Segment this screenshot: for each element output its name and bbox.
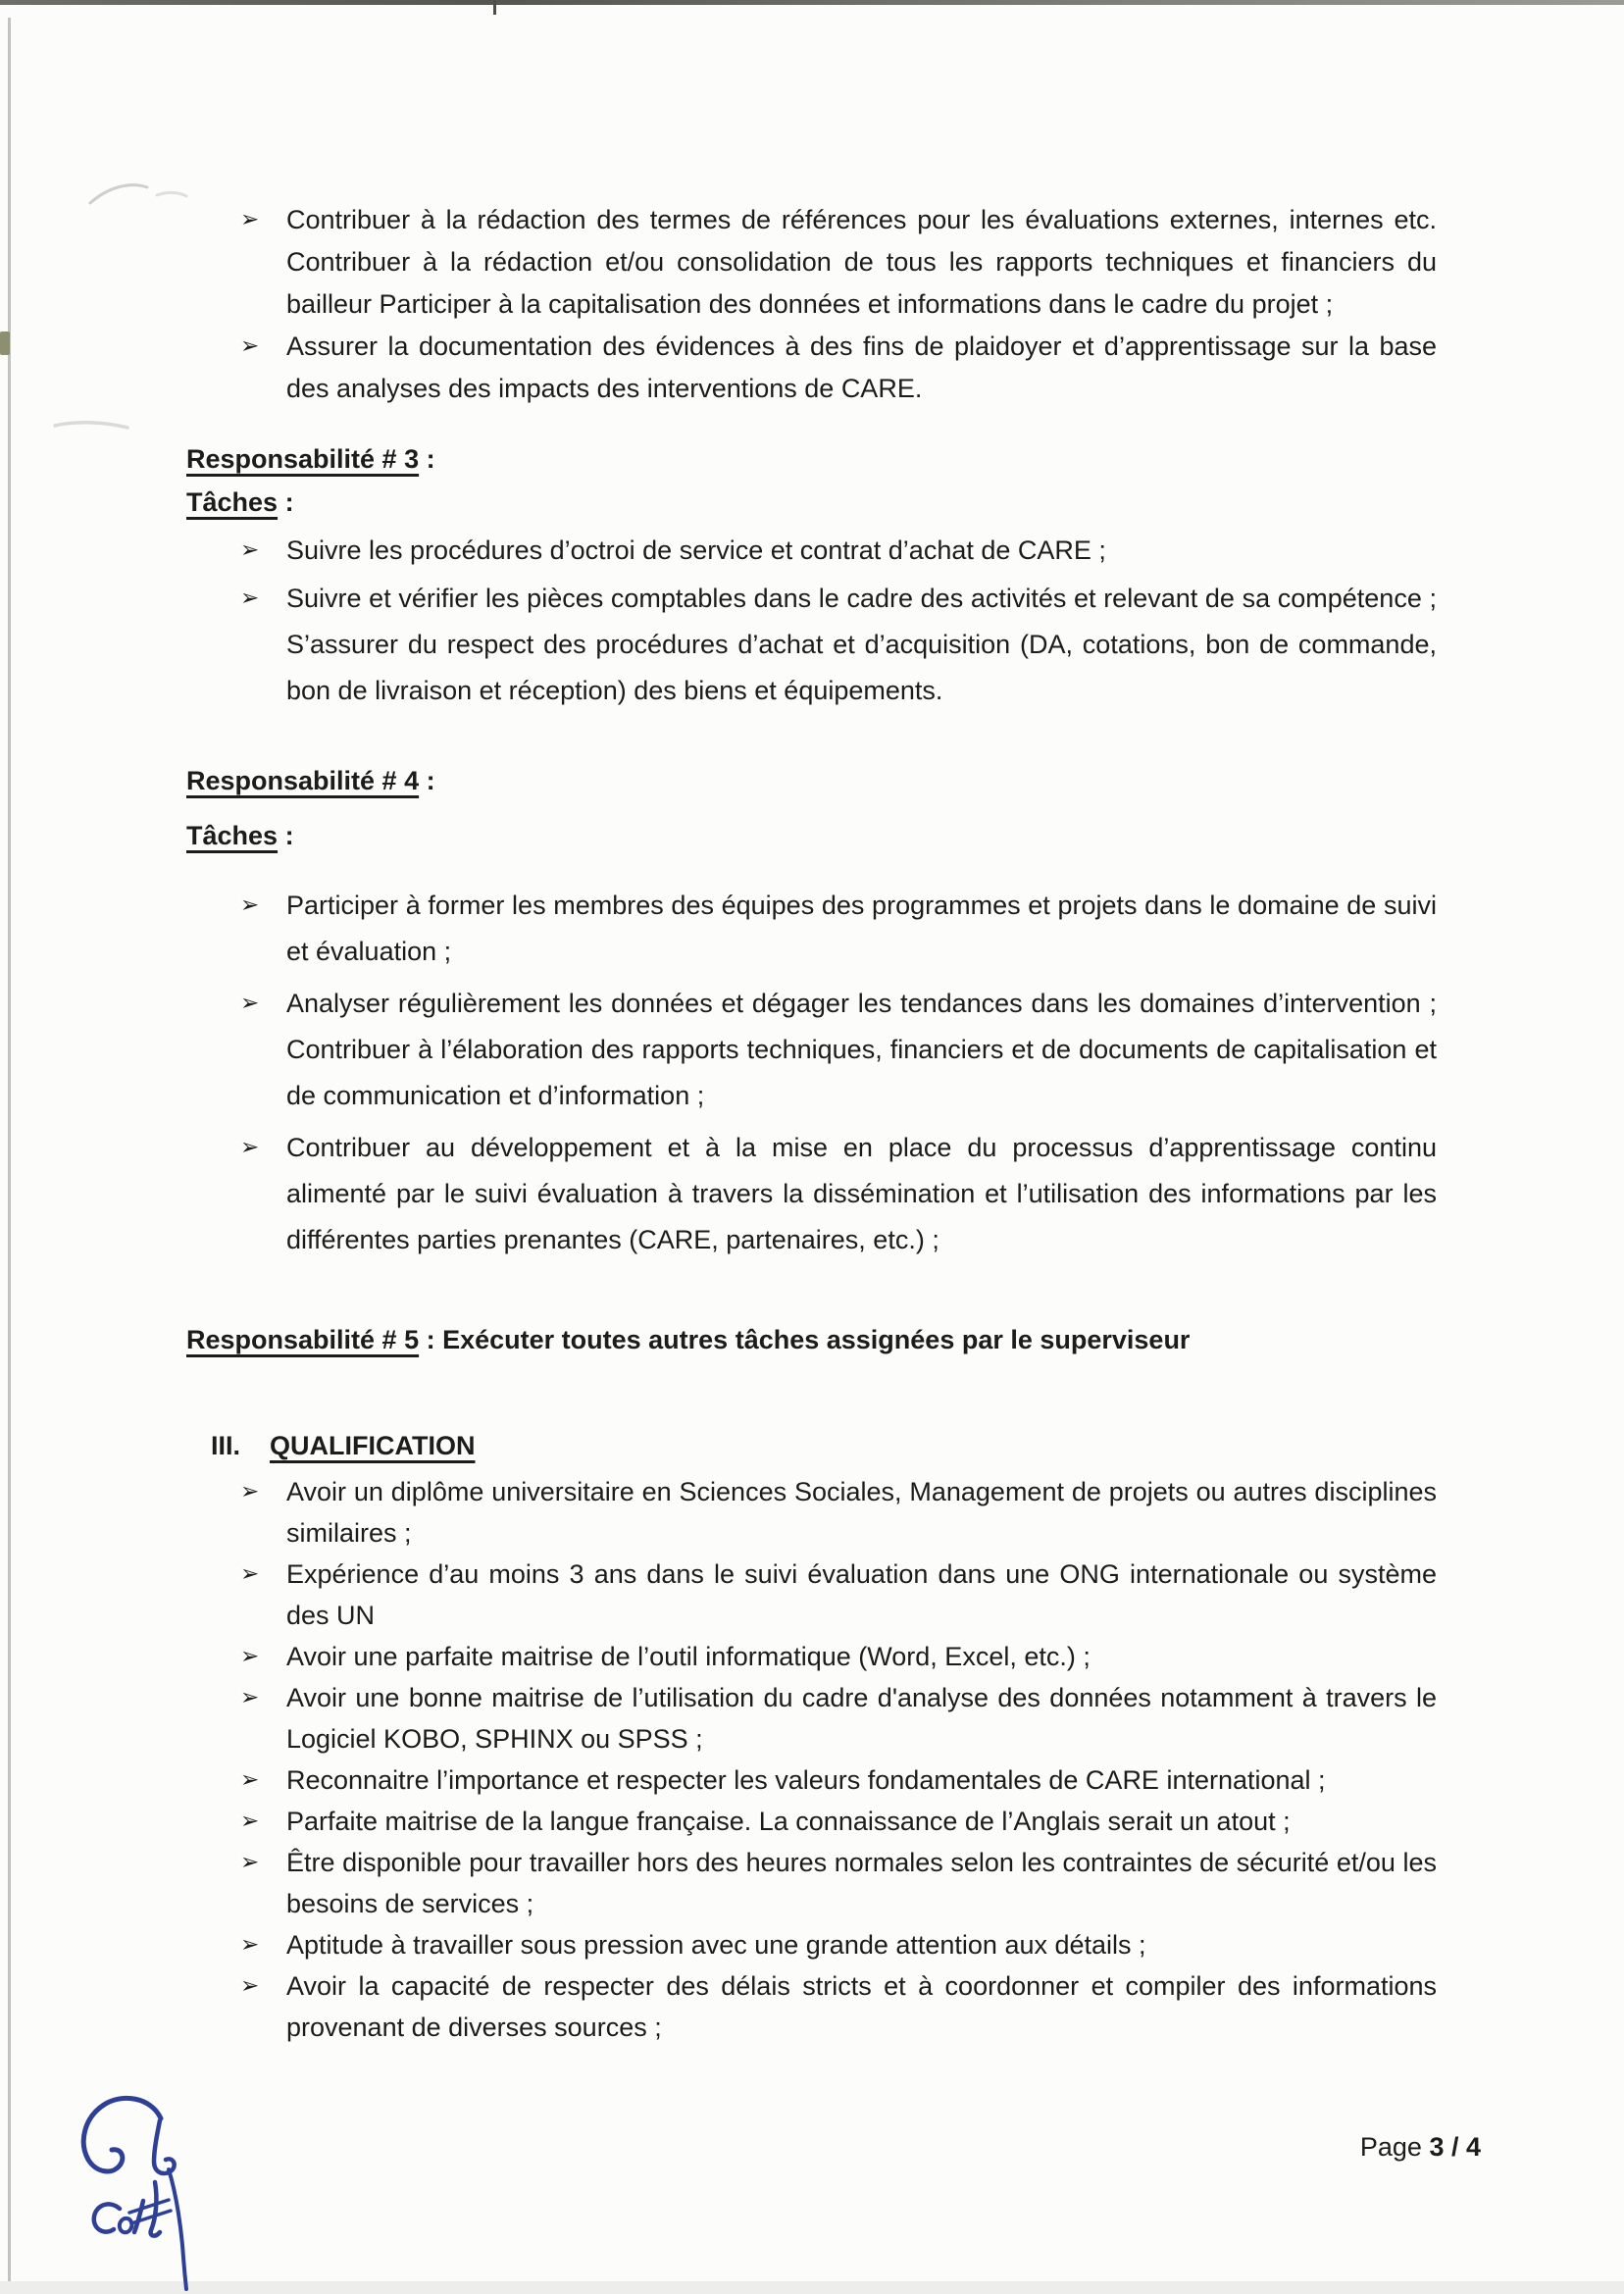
heading-underlined-text: QUALIFICATION	[270, 1431, 476, 1460]
section-heading-resp3	[186, 437, 1437, 481]
bullet-text: Expérience d’au moins 3 ans dans le suivi évaluation dans une ONG internationale ou système des UN	[286, 1559, 1437, 1630]
heading-underlined-text: Tâches	[186, 487, 279, 517]
heading-underlined-text: Responsabilité # 4	[186, 766, 420, 795]
list-item	[186, 1801, 1437, 1842]
bullet-text: Suivre et vérifier les pièces comptables dans le cadre des activités et relevant de sa compétence ; S’assurer du respect des procédures d’achat et d’acquisition (DA, cotations, bon de commande, bon de livraison et réception) des biens et équipements.	[286, 584, 1437, 705]
bullet-text: Être disponible pour travailler hors des heures normales selon les contraintes de sécurité et/ou les besoins de services ;	[286, 1848, 1437, 1918]
qualification-list	[186, 1471, 1437, 2048]
section-heading-resp5	[186, 1318, 1437, 1361]
arrow-bullet-icon: ➢	[240, 892, 260, 918]
footer-page-number: 3 / 4	[1429, 2132, 1481, 2162]
arrow-bullet-icon: ➢	[240, 991, 260, 1016]
heading-underlined-text: Responsabilité # 3	[186, 444, 420, 474]
tasks-heading	[186, 814, 1437, 857]
list-item	[186, 530, 1437, 572]
list-item	[186, 1965, 1437, 2048]
handwritten-signature	[45, 2081, 222, 2292]
bullet-text: Parfaite maitrise de la langue française. La connaissance de l’Anglais serait un atout ;	[286, 1807, 1291, 1836]
list-item	[186, 1554, 1437, 1636]
list-item	[186, 1842, 1437, 1924]
section-numeral: III.	[211, 1431, 241, 1460]
footer-label: Page	[1359, 2132, 1422, 2162]
bullet-text: Suivre les procédures d’octroi de service et contrat d’achat de CARE ;	[286, 535, 1106, 565]
arrow-bullet-icon: ➢	[240, 1685, 260, 1710]
arrow-bullet-icon: ➢	[240, 1135, 260, 1160]
bullet-text: Assurer la documentation des évidences à des fins de plaidoyer et d’apprentissage sur la base des analyses des impacts des interventions de CARE.	[286, 331, 1437, 403]
section-heading-resp4	[186, 759, 1437, 802]
bullet-text: Participer à former les membres des équipes des programmes et projets dans le domaine de suivi et évaluation ;	[286, 891, 1437, 966]
heading-rest-text: : Exécuter toutes autres tâches assignées par le superviseur	[419, 1325, 1191, 1354]
bullet-text: Contribuer à la rédaction des termes de références pour les évaluations externes, internes etc. Contribuer à la rédaction et/ou consolidation de tous les rapports techniques et financiers du bailleur Participer à la capitalisation des données et informations dans le cadre du projet ;	[286, 205, 1437, 319]
bullet-text: Analyser régulièrement les données et dégager les tendances dans les domaines d’intervention ; Contribuer à l’élaboration des rapports techniques, financiers et de documents de capitalisation et de communication et d’information ;	[286, 989, 1437, 1110]
document-body	[186, 0, 1437, 2048]
list-item	[186, 1677, 1437, 1759]
heading-colon: :	[419, 444, 435, 474]
list-item	[186, 1924, 1437, 1965]
list-item	[186, 1471, 1437, 1554]
bullet-text: Avoir un diplôme universitaire en Sciences Sociales, Management de projets ou autres disciplines similaires ;	[286, 1477, 1437, 1548]
list-item	[186, 1759, 1437, 1801]
page-number-footer	[1360, 2130, 1481, 2164]
arrow-bullet-icon: ➢	[240, 1850, 260, 1875]
arrow-bullet-icon: ➢	[240, 537, 260, 563]
arrow-bullet-icon: ➢	[240, 1479, 260, 1504]
arrow-bullet-icon: ➢	[240, 586, 260, 611]
list-item	[186, 326, 1437, 410]
bullet-text: Avoir une parfaite maitrise de l’outil informatique (Word, Excel, etc.) ;	[286, 1642, 1091, 1671]
scan-left-speck	[0, 331, 10, 355]
scan-bottom-edge	[0, 2281, 1624, 2294]
arrow-bullet-icon: ➢	[240, 1561, 260, 1587]
arrow-bullet-icon: ➢	[240, 333, 260, 359]
arrow-bullet-icon: ➢	[240, 1809, 260, 1834]
bullet-text: Avoir la capacité de respecter des délais stricts et à coordonner et compiler des informations provenant de diverses sources ;	[286, 1971, 1437, 2042]
heading-colon: :	[278, 487, 294, 517]
bullet-text: Aptitude à travailler sous pression avec une grande attention aux détails ;	[286, 1930, 1146, 1960]
heading-underlined-text: Tâches	[186, 821, 279, 850]
bullet-text: Reconnaitre l’importance et respecter les valeurs fondamentales de CARE international ;	[286, 1765, 1326, 1795]
heading-colon: :	[419, 766, 435, 795]
list-item	[186, 1636, 1437, 1677]
bullet-text: Contribuer au développement et à la mise en place du processus d’apprentissage continu alimenté par le suivi évaluation à travers la dissémination et l’utilisation des informations par les différentes parties prenantes (CARE, partenaires, etc.) ;	[286, 1133, 1437, 1254]
arrow-bullet-icon: ➢	[240, 207, 260, 232]
tasks-heading	[186, 481, 1437, 524]
list-item	[186, 576, 1437, 714]
pencil-smudge	[78, 162, 196, 221]
pencil-dash	[47, 410, 135, 439]
scan-left-edge	[8, 18, 11, 2294]
qualification-heading	[186, 1424, 1437, 1467]
arrow-bullet-icon: ➢	[240, 1767, 260, 1793]
heading-colon: :	[278, 821, 294, 850]
list-item	[186, 1125, 1437, 1263]
list-item	[186, 883, 1437, 975]
heading-underlined-text: Responsabilité # 5	[186, 1325, 420, 1354]
list-item	[186, 981, 1437, 1119]
bullet-text: Avoir une bonne maitrise de l’utilisation du cadre d'analyse des données notamment à travers le Logiciel KOBO, SPHINX ou SPSS ;	[286, 1683, 1437, 1754]
list-item	[186, 199, 1437, 326]
arrow-bullet-icon: ➢	[240, 1973, 260, 1999]
arrow-bullet-icon: ➢	[240, 1932, 260, 1958]
arrow-bullet-icon: ➢	[240, 1644, 260, 1669]
